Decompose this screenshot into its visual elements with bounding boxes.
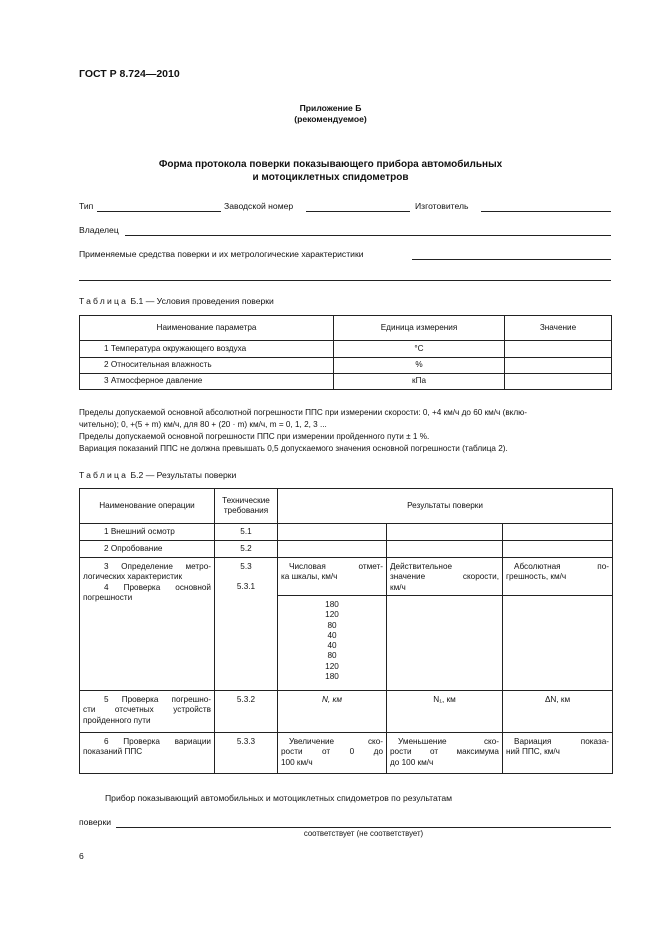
appendix-subtitle: (рекомендуемое) xyxy=(294,114,367,124)
scale-mark: 40 xyxy=(327,641,337,651)
paragraph-distance-limits: Пределы допускаемой основной погрешности ППС при измерении пройденного пути ± 1 %. xyxy=(79,432,430,441)
operation-name-metrology: 3 Определение метро- логических характеристик 4 Проверка основной погрешности xyxy=(80,558,215,691)
param-name: 2 Относительная влажность xyxy=(80,358,334,374)
conclusion-label: поверки xyxy=(79,817,112,827)
form-title-line2: и мотоциклетных спидометров xyxy=(252,172,409,183)
operation-name: 1 Внешний осмотр xyxy=(80,524,215,541)
actual-speed-header: Действительное значение скорости, км/ч xyxy=(387,558,503,596)
header-requirements: Технические требования xyxy=(215,489,278,524)
result-cell[interactable] xyxy=(503,541,613,558)
operation-name: 2 Опробование xyxy=(80,541,215,558)
distance-delta-n: ΔN, км xyxy=(503,691,613,733)
scale-mark: 120 xyxy=(325,661,339,671)
serial-blank[interactable] xyxy=(306,211,410,212)
type-blank[interactable] xyxy=(97,211,221,212)
scale-mark: 180 xyxy=(325,672,339,682)
conditions-row xyxy=(80,341,612,358)
serial-label: Заводской номер xyxy=(224,201,294,211)
results-row-distance xyxy=(80,691,613,733)
appendix-title: Приложение Б xyxy=(299,103,362,113)
header-unit: Единица измерения xyxy=(334,316,505,341)
variation-header: Вариация показа- ний ППС, км/ч xyxy=(503,733,613,774)
scale-marks-cell xyxy=(278,596,387,691)
scale-mark: 80 xyxy=(327,651,337,661)
paragraph-speed-limits-2: чительно); 0, +(5 + m) км/ч, для 80 + (20 · m) км/ч, m = 0, 1, 2, 3 ... xyxy=(79,420,327,429)
scale-mark-header: Числовая отмет- ка шкалы, км/ч xyxy=(278,558,387,596)
means-blank[interactable] xyxy=(412,259,611,260)
conclusion-note: соответствует (не соответствует) xyxy=(303,829,424,838)
conditions-row xyxy=(80,358,612,374)
scale-mark: 80 xyxy=(327,620,337,630)
absolute-error-cell[interactable] xyxy=(503,596,613,691)
param-unit: °C xyxy=(334,341,505,358)
requirement-ref-metrology: 5.3 5.3.1 xyxy=(215,558,278,691)
param-unit: % xyxy=(334,358,505,374)
requirement-ref-variation: 5.3.3 xyxy=(215,733,278,774)
paragraph-variation: Вариация показаний ППС не должна превышать 0,5 допускаемого значения основной погрешности (таблица 2). xyxy=(79,444,508,453)
means-blank-2[interactable] xyxy=(79,280,611,281)
table1-caption: Таблица Б.1 — Условия проведения поверки xyxy=(79,296,274,306)
results-row-variation xyxy=(80,733,613,774)
result-cell[interactable] xyxy=(278,524,387,541)
speed-increase-header: Увеличение ско- рости от 0 до 100 км/ч xyxy=(278,733,387,774)
operation-name-distance: 5 Проверка погрешно- сти отсчетных устройств пройденного пути xyxy=(80,691,215,733)
header-value: Значение xyxy=(505,316,612,341)
conclusion-blank[interactable] xyxy=(116,827,611,828)
conclusion-text: Прибор показывающий автомобильных и мотоциклетных спидометров по результатам xyxy=(105,793,453,803)
conditions-row xyxy=(80,374,612,390)
form-title-line1: Форма протокола поверки показывающего прибора автомобильных xyxy=(158,159,503,170)
means-label: Применяемые средства поверки и их метрологические характеристики xyxy=(79,249,364,259)
result-cell[interactable] xyxy=(503,524,613,541)
results-header-row xyxy=(80,489,613,524)
requirement-ref-distance: 5.3.2 xyxy=(215,691,278,733)
param-value-cell[interactable] xyxy=(505,374,612,390)
absolute-error-header: Абсолютная по- грешность, км/ч xyxy=(503,558,613,596)
results-row-metrology xyxy=(80,558,613,596)
param-value-cell[interactable] xyxy=(505,341,612,358)
conditions-table xyxy=(79,315,612,390)
conditions-header-row xyxy=(80,316,612,341)
maker-blank[interactable] xyxy=(481,211,611,212)
header-results: Результаты поверки xyxy=(278,489,613,524)
results-row-inspection xyxy=(80,524,613,541)
param-name: 1 Температура окружающего воздуха xyxy=(80,341,334,358)
scale-mark: 120 xyxy=(325,610,339,620)
document-code: ГОСТ Р 8.724—2010 xyxy=(79,68,180,80)
actual-speed-cell[interactable] xyxy=(387,596,503,691)
requirement-ref: 5.2 xyxy=(215,541,278,558)
results-table xyxy=(79,488,613,774)
header-operation: Наименование операции xyxy=(80,489,215,524)
param-unit: кПа xyxy=(334,374,505,390)
speed-decrease-header: Уменьшение ско- рости от максимума до 100 км/ч xyxy=(387,733,503,774)
param-value-cell[interactable] xyxy=(505,358,612,374)
page-number: 6 xyxy=(79,851,84,861)
scale-mark: 180 xyxy=(325,600,339,609)
requirement-ref: 5.1 xyxy=(215,524,278,541)
header-parameter: Наименование параметра xyxy=(80,316,334,341)
owner-label: Владелец xyxy=(79,225,119,235)
table2-caption: Таблица Б.2 — Результаты поверки xyxy=(79,470,237,480)
scale-mark: 40 xyxy=(327,630,337,640)
result-cell[interactable] xyxy=(387,541,503,558)
paragraph-speed-limits-1: Пределы допускаемой основной абсолютной погрешности ППС при измерении скорости: 0, +4 км/ч до 60 км/ч (вклю- xyxy=(79,408,527,417)
distance-n1: N₁, км xyxy=(387,691,503,733)
result-cell[interactable] xyxy=(278,541,387,558)
operation-name-variation: 6 Проверка вариации показаний ППС xyxy=(80,733,215,774)
owner-blank[interactable] xyxy=(125,235,611,236)
maker-label: Изготовитель xyxy=(415,201,469,211)
distance-n: N, км xyxy=(278,691,387,733)
param-name: 3 Атмосферное давление xyxy=(80,374,334,390)
results-row-testing xyxy=(80,541,613,558)
type-label: Тип xyxy=(79,201,94,211)
result-cell[interactable] xyxy=(387,524,503,541)
